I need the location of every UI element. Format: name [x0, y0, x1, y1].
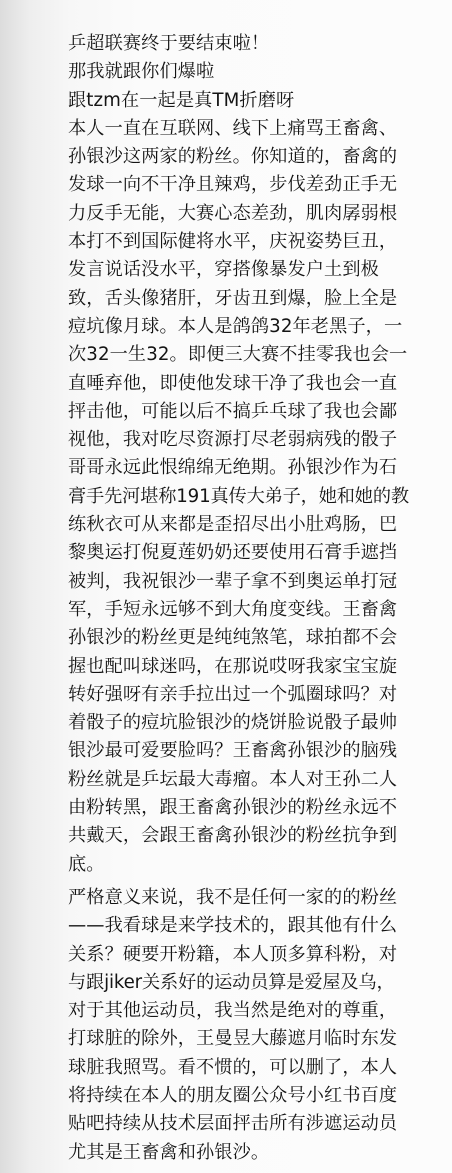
text-line: 转好强呀有亲手拉出过一个弧圈球吗？对 [68, 683, 398, 705]
text-line: 练秋衣可从来都是歪招尽出小肚鸡肠，巴 [68, 514, 398, 536]
text-line: 对于其他运动员，我当然是绝对的尊重， [68, 1000, 398, 1022]
text-line: 底。 [68, 853, 105, 875]
text-line: 与跟jiker关系好的运动员算是爱屋及乌， [68, 971, 395, 993]
post-body-paragraph-2 [68, 884, 448, 1167]
text-line: 视他，我对吃尽资源打尽老弱病残的骰子 [68, 429, 398, 451]
text-line: 孙银沙这两家的粉丝。你知道的，畜禽的 [68, 146, 398, 168]
text-line: 被判，我祝银沙一辈子拿不到奥运单打冠 [68, 570, 398, 592]
text-line: 发言说话没水平，穿搭像暴发户土到极 [68, 259, 379, 281]
text-line: 由粉转黑，跟王畜禽孙银沙的粉丝永远不 [68, 797, 398, 819]
text-line: 跟tzm在一起是真TM折磨呀 [68, 89, 295, 111]
text-line: 打球脏的除外，王曼昱大藤遮月临时东发 [68, 1028, 398, 1050]
text-line: 粉丝就是乒坛最大毒瘤。本人对王孙二人 [68, 768, 398, 790]
text-line: 黎奥运打倪夏莲奶奶还要使用石膏手遮挡 [68, 542, 398, 564]
text-line: 共戴天，会跟王畜禽孙银沙的粉丝抗争到 [68, 825, 398, 847]
post-body-paragraph-1 [68, 30, 448, 879]
text-line: 直唾弃他，即使他发球干净了我也会一直 [68, 372, 398, 394]
text-line: 乒超联赛终于要结束啦！ [68, 33, 270, 54]
text-line: 那我就跟你们爆啦 [68, 61, 215, 83]
text-line: 贴吧持续从技术层面抨击所有涉遮运动员 [68, 1113, 398, 1135]
text-line: 本人一直在互联网、线下上痛骂王畜禽、 [68, 117, 398, 139]
text-line: 膏手先河堪称191真传大弟子，她和她的教 [68, 485, 409, 507]
text-line: 握也配叫球迷吗，在那说哎呀我家宝宝旋 [68, 655, 398, 677]
text-line: 严格意义来说，我不是任何一家的的粉丝 [68, 887, 398, 908]
text-line: 尤其是王畜禽和孙银沙。 [68, 1141, 270, 1163]
text-line: 着骰子的痘坑脸银沙的烧饼脸说骰子最帅 [68, 712, 398, 734]
text-line: 致，舌头像猪肝，牙齿丑到爆，脸上全是 [68, 287, 398, 309]
text-line: 痘坑像月球。本人是鸽鸽32年老黑子，一 [68, 315, 403, 337]
text-line: 次32一生32。即便三大赛不挂零我也会一 [68, 344, 408, 366]
text-line: 本打不到国际健将水平，庆祝姿势巨丑， [68, 231, 398, 253]
text-line: 孙银沙的粉丝更是纯纯煞笔，球拍都不会 [68, 627, 398, 649]
text-line: 哥哥永远此恨绵绵无绝期。孙银沙作为石 [68, 457, 398, 479]
text-line: 银沙最可爱要脸吗？王畜禽孙银沙的脑残 [68, 740, 398, 762]
text-line: ——我看球是来学技术的，跟其他有什么 [68, 915, 398, 937]
text-line: 力反手无能，大赛心态差劲，肌肉孱弱根 [68, 202, 398, 224]
text-line: 关系？硬要开粉籍，本人顶多算科粉，对 [68, 943, 398, 965]
text-line: 将持续在本人的朋友圈公众号小红书百度 [68, 1085, 398, 1107]
text-line: 发球一向不干净且辣鸡，步伐差劲正手无 [68, 174, 398, 196]
text-line: 抨击他，可能以后不搞乒乓球了我也会鄙 [68, 400, 398, 422]
text-line: 球脏我照骂。看不惯的，可以删了，本人 [68, 1056, 398, 1078]
text-line: 军，手短永远够不到大角度变线。王畜禽 [68, 598, 398, 620]
